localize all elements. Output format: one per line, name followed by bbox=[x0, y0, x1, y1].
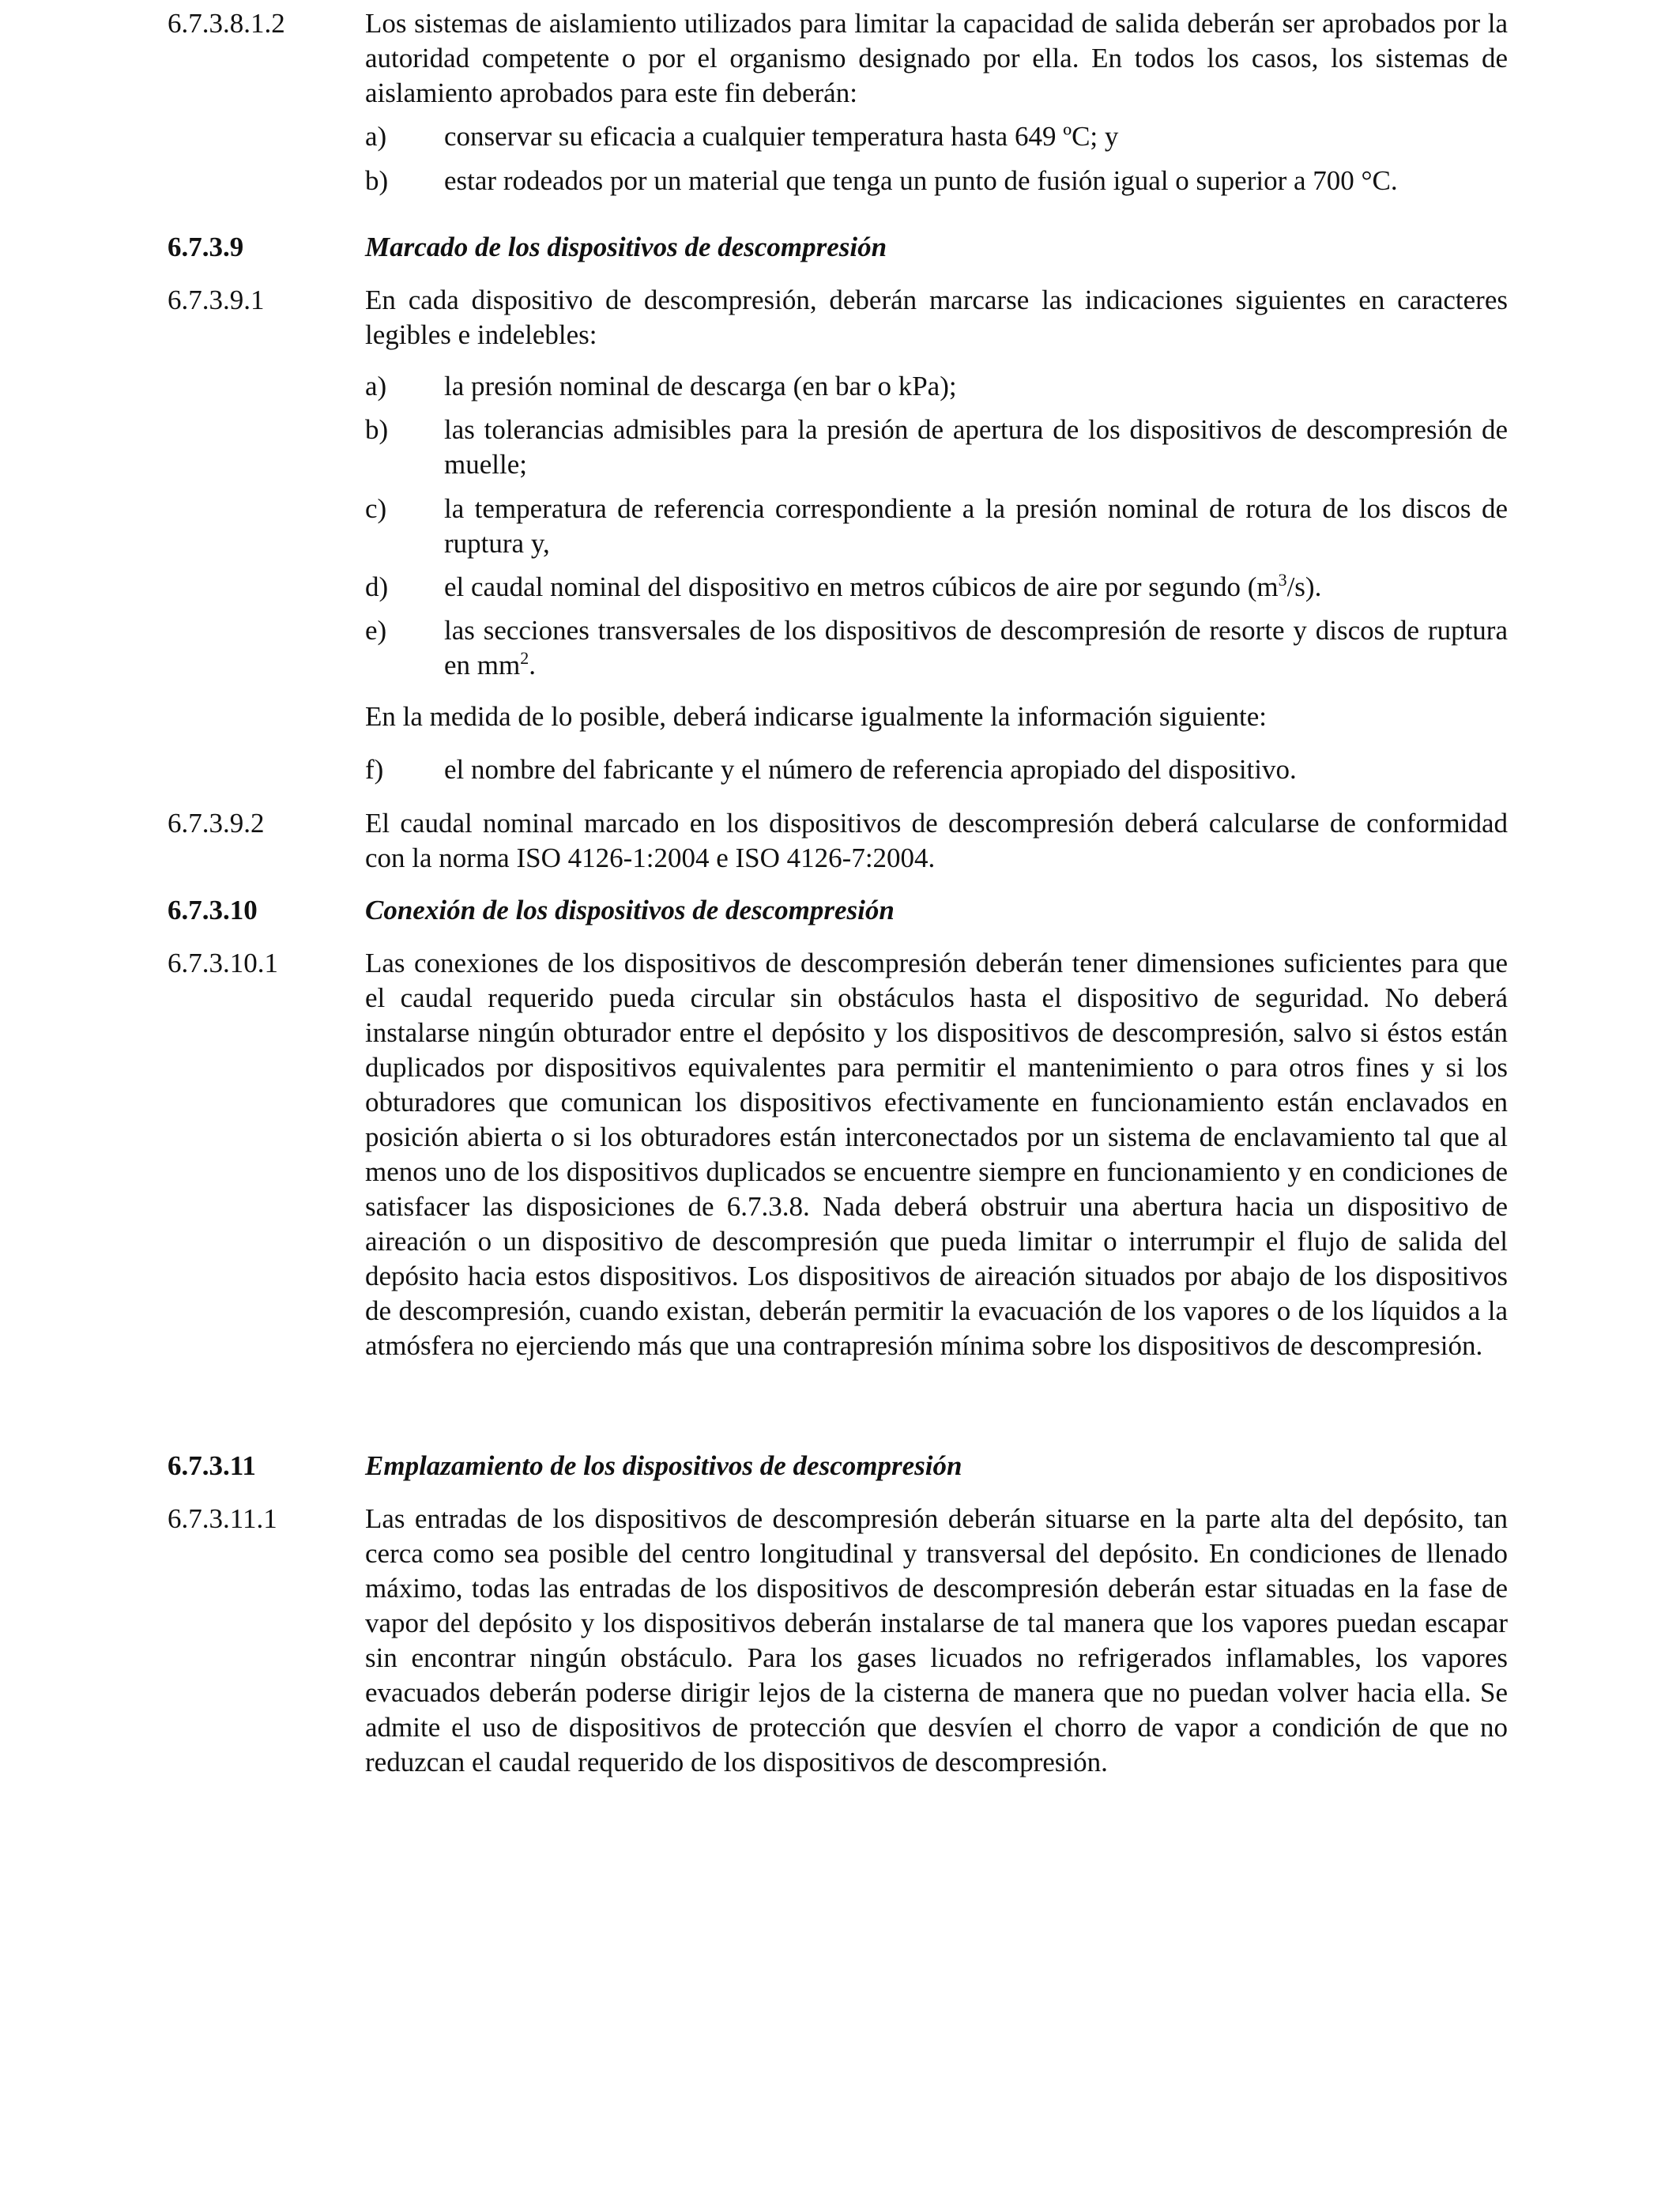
section-6-7-3-9-2 bbox=[168, 806, 1508, 876]
heading-number: 6.7.3.9 bbox=[168, 232, 244, 262]
list-item bbox=[168, 119, 1508, 154]
list-text: las tolerancias admisibles para la presión de apertura de los dispositivos de descompresión de muelle; bbox=[444, 414, 1508, 480]
section-text: En la medida de lo posible, deberá indicarse igualmente la información siguiente: bbox=[365, 701, 1268, 732]
section-text: El caudal nominal marcado en los dispositivos de descompresión deberá calcularse de conformidad con la norma ISO 4126-1:2004 e ISO 4126-7:2004. bbox=[365, 808, 1508, 873]
heading-6-7-3-10 bbox=[168, 893, 1508, 928]
list-label: b) bbox=[365, 414, 389, 445]
heading-title: Conexión de los dispositivos de descompresión bbox=[365, 895, 895, 925]
section-number: 6.7.3.10.1 bbox=[168, 948, 278, 978]
section-number: 6.7.3.8.1.2 bbox=[168, 8, 285, 39]
heading-6-7-3-11 bbox=[168, 1449, 1508, 1483]
list-label: e) bbox=[365, 615, 387, 646]
heading-number: 6.7.3.10 bbox=[168, 895, 258, 925]
list-text: el nombre del fabricante y el número de referencia apropiado del dispositivo. bbox=[444, 754, 1297, 785]
list-item bbox=[168, 369, 1508, 404]
list-label: c) bbox=[365, 493, 387, 524]
section-6-7-3-10-1 bbox=[168, 946, 1508, 1363]
list-item bbox=[168, 492, 1508, 561]
list-text: la temperatura de referencia correspondiente a la presión nominal de rotura de los discos de ruptura y, bbox=[444, 493, 1508, 559]
section-number: 6.7.3.9.2 bbox=[168, 808, 265, 839]
list-item bbox=[168, 752, 1508, 787]
list-text-end: . bbox=[529, 650, 536, 680]
section-text: Los sistemas de aislamiento utilizados para limitar la capacidad de salida deberán ser aprobados por la autoridad competente o por el organismo designado por ella. En todos los casos, los sistemas de aislamiento aprobados para este fin deberán: bbox=[365, 8, 1508, 108]
heading-6-7-3-9 bbox=[168, 230, 1508, 265]
section-6-7-3-8-1-2 bbox=[168, 6, 1508, 111]
heading-number: 6.7.3.11 bbox=[168, 1450, 256, 1481]
superscript: 3 bbox=[1278, 570, 1287, 590]
list-label: b) bbox=[365, 165, 389, 196]
heading-title: Emplazamiento de los dispositivos de descompresión bbox=[365, 1450, 962, 1481]
list-item bbox=[168, 164, 1508, 198]
section-extra bbox=[168, 699, 1508, 734]
section-6-7-3-9-1 bbox=[168, 283, 1508, 352]
section-text: Las entradas de los dispositivos de descompresión deberán situarse en la parte alta del depósito, tan cerca como sea posible del centro longitudinal y transversal del depósito. En condiciones de llenado máximo, todas las entradas de los dispositivos de descompresión deberán estar situadas en la fase de vapor del depósito y los dispositivos deberán instalarse de tal manera que los vapores puedan escapar sin encontrar ningún obstáculo. Para los gases licuados no refrigerados inflamables, los vapores evacuados deberán poderse dirigir lejos de la cisterna de manera que no puedan volver hacia ella. Se admite el uso de dispositivos de protección que desvíen el chorro de vapor a condición de que no reduzcan el caudal requerido de los dispositivos de descompresión. bbox=[365, 1503, 1508, 1777]
superscript: 2 bbox=[520, 648, 529, 668]
list-label: a) bbox=[365, 371, 387, 401]
list-text: la presión nominal de descarga (en bar o kPa); bbox=[444, 371, 957, 401]
list-text: conservar su eficacia a cualquier temperatura hasta 649 ºC; y bbox=[444, 121, 1119, 152]
list-label: f) bbox=[365, 754, 384, 785]
heading-title: Marcado de los dispositivos de descompresión bbox=[365, 232, 887, 262]
list-label: d) bbox=[365, 571, 389, 602]
list-item bbox=[168, 613, 1508, 683]
list-text: las secciones transversales de los dispositivos de descompresión de resorte y discos de ruptura en mm bbox=[444, 615, 1508, 680]
section-6-7-3-11-1 bbox=[168, 1502, 1508, 1780]
list-label: a) bbox=[365, 121, 387, 152]
list-text-end: /s). bbox=[1286, 571, 1322, 602]
list-text: el caudal nominal del dispositivo en metros cúbicos de aire por segundo (m bbox=[444, 571, 1279, 602]
section-text: Las conexiones de los dispositivos de descompresión deberán tener dimensiones suficientes para que el caudal requerido pueda circular sin obstáculos hasta el dispositivo de seguridad. No deberá instalarse ningún obturador entre el depósito y los dispositivos de descompresión, salvo si éstos están duplicados por dispositivos equivalentes para permitir el mantenimiento o para otros fines y si los obturadores que comunican los dispositivos efectivamente en funcionamiento están enclavados en posición abierta o si los obturadores están interconectados por un sistema de enclavamiento tal que al menos uno de los dispositivos duplicados se encuentre siempre en funcionamiento y en condiciones de satisfacer las disposiciones de 6.7.3.8. Nada deberá obstruir una abertura hacia un dispositivo de aireación o un dispositivo de descompresión que pueda limitar o interrumpir el flujo de salida del depósito hacia estos dispositivos. Los dispositivos de aireación situados por abajo de los dispositivos de descompresión, cuando existan, deberán permitir la evacuación de los vapores o de los líquidos a la atmósfera no ejerciendo más que una contrapresión mínima sobre los dispositivos de descompresión. bbox=[365, 948, 1508, 1361]
section-number: 6.7.3.9.1 bbox=[168, 285, 265, 315]
list-item bbox=[168, 413, 1508, 482]
section-text: En cada dispositivo de descompresión, deberán marcarse las indicaciones siguientes en caracteres legibles e indelebles: bbox=[365, 285, 1508, 350]
list-text: estar rodeados por un material que tenga un punto de fusión igual o superior a 700 °C. bbox=[444, 165, 1398, 196]
list-item bbox=[168, 570, 1508, 605]
section-number: 6.7.3.11.1 bbox=[168, 1503, 277, 1534]
